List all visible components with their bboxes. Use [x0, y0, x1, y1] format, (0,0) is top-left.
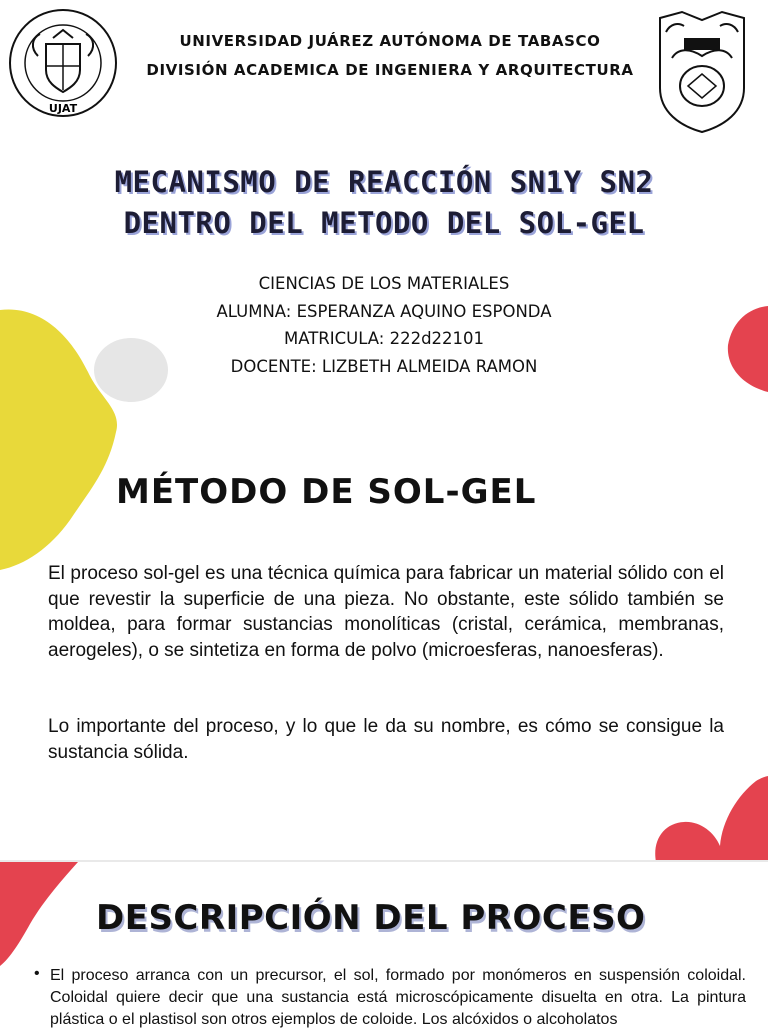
university-name: UNIVERSIDAD JUÁREZ AUTÓNOMA DE TABASCO — [179, 32, 601, 50]
yellow-blob — [0, 309, 117, 570]
svg-text:UJAT: UJAT — [48, 102, 78, 115]
student-name: ALUMNA: ESPERANZA AQUINO ESPONDA — [216, 302, 552, 321]
paragraph: Lo importante del proceso, y lo que le da su nombre, es cómo se consigue la sustancia sólida. — [48, 716, 724, 763]
red-blob-page-2 — [0, 862, 78, 966]
course-name: CIENCIAS DE LOS MATERIALES — [258, 274, 510, 293]
list-item — [34, 965, 746, 1031]
student-id: MATRICULA: 222d22101 — [283, 329, 485, 348]
bullet-icon: • — [34, 965, 40, 982]
red-blob-right — [728, 306, 768, 392]
division-seal-icon — [8, 8, 118, 118]
bullet-list — [34, 965, 746, 1031]
section-heading-process: DESCRIPCIÓN DEL PROCESO — [96, 898, 646, 938]
section-heading-sol-gel: MÉTODO DE SOL-GEL — [116, 472, 537, 512]
list-item-text: El proceso arranca con un precursor, el sol, formado por monómeros en suspensión coloidal. Coloidal quiere decir que una sustancia está microscópicamente disuelta en otra. La pintura plástica o el plastisol son otros ejemplos de coloide. Los alcóxidos o alcoholatos — [50, 967, 746, 1028]
teacher-name: DOCENTE: LIZBETH ALMEIDA RAMON — [230, 357, 538, 376]
document-title-line-1: MECANISMO DE REACCIÓN SN1Y SN2 — [114, 165, 654, 199]
ujat-crest-icon — [656, 8, 748, 134]
division-name: DIVISIÓN ACADEMICA DE INGENIERA Y ARQUITECTURA — [146, 61, 634, 79]
red-heart-bottom — [655, 776, 768, 862]
paragraph: El proceso sol-gel es una técnica química para fabricar un material sólido con el que revestir la superficie de una pieza. No obstante, este sólido también se moldea, para formar sustancias monolíticas (cristal, cerámica, membranas, aerogeles), o se sintetiza en forma de polvo (microesferas, nanoesferas). — [48, 563, 724, 661]
document-title-line-2: DENTRO DEL METODO DEL SOL-GEL — [123, 206, 645, 240]
